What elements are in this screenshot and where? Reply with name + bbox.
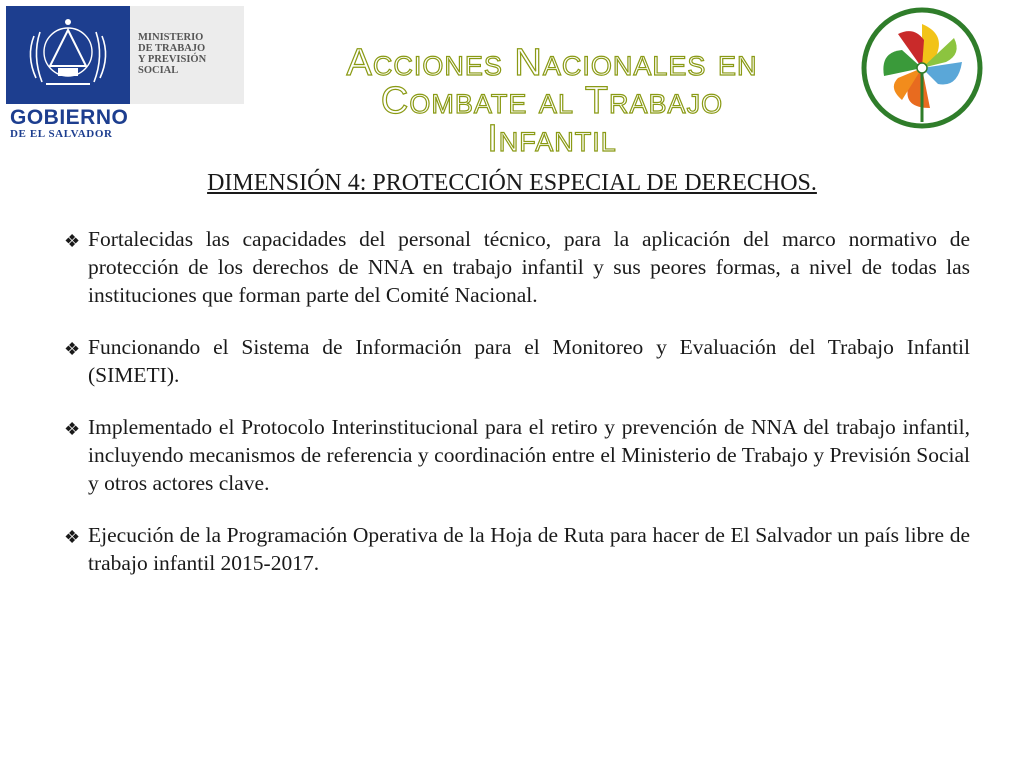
government-logo: [6, 6, 244, 140]
ministry-name: MINISTERIO DE TRABAJO Y PREVISIÓN SOCIAL: [138, 32, 207, 76]
list-item: ❖ Implementado el Protocolo Interinstitucional para el retiro y prevención de NNA del trabajo infantil, incluyendo mecanismos de referencia y coordinación entre el Ministerio de Trabajo y Previsión Social y otros actores clave.: [64, 415, 970, 495]
diamond-bullet-icon: ❖: [64, 419, 81, 439]
diamond-bullet-icon: ❖: [64, 527, 81, 547]
list-item: ❖ Funcionando el Sistema de Información para el Monitoreo y Evaluación del Trabajo Infantil (SIMETI).: [64, 335, 970, 387]
section-heading: DIMENSIÓN 4: PROTECCIÓN ESPECIAL DE DERECHOS.: [207, 170, 817, 196]
pinwheel-icon: [858, 4, 986, 132]
diamond-bullet-icon: ❖: [64, 231, 81, 251]
page-title: Acciones Nacionales en Combate al Trabajo Infantil: [346, 42, 758, 160]
government-title: GOBIERNO: [10, 106, 129, 129]
bullet-list: [64, 225, 970, 601]
diamond-bullet-icon: ❖: [64, 339, 81, 359]
list-item: ❖ Ejecución de la Programación Operativa de la Hoja de Ruta para hacer de El Salvador un país libre de trabajo infantil 2015-2017.: [64, 523, 970, 575]
coat-of-arms-icon: [6, 6, 130, 104]
list-item: ❖ Fortalecidas las capacidades del personal técnico, para la aplicación del marco normativo de protección de los derechos de NNA en trabajo infantil y sus peores formas, a nivel de todas las instituciones que forman parte del Comité Nacional.: [64, 227, 970, 307]
government-subtitle: DE EL SALVADOR: [10, 128, 113, 140]
